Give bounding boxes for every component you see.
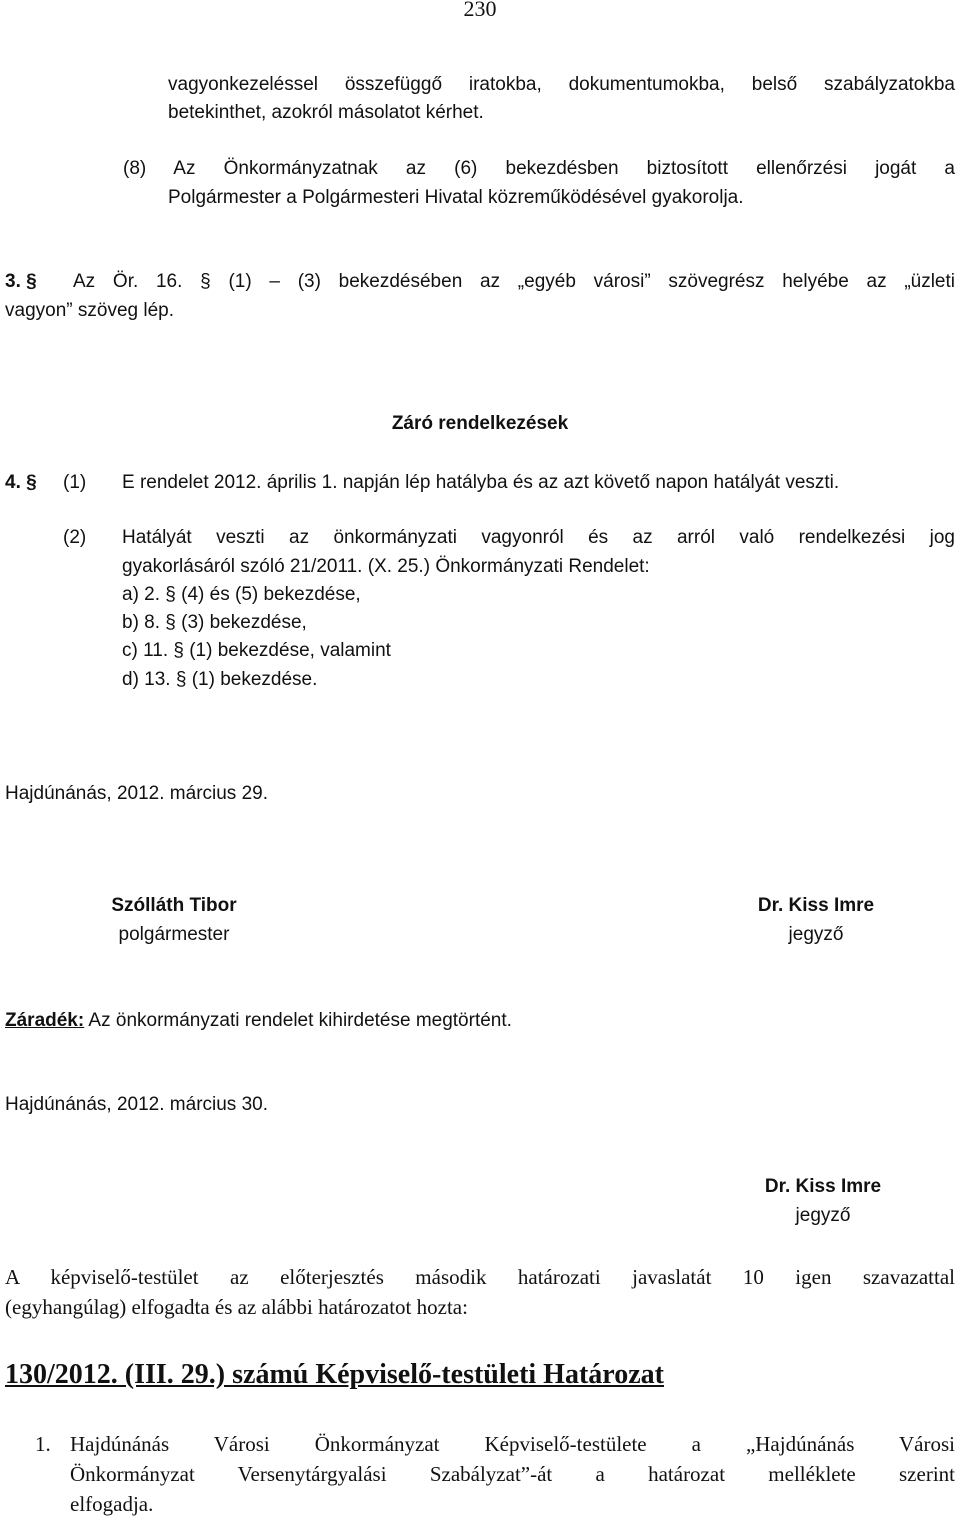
signer-name-right: Dr. Kiss Imre: [757, 895, 875, 916]
resolution-item-line: elfogadja.: [70, 1492, 154, 1516]
list-item: c) 11. § (1) bekezdése, valamint: [122, 640, 391, 661]
signer-title-left: polgármester: [118, 924, 230, 945]
paragraph-label: (1): [63, 472, 87, 493]
clause-text: Az önkormányzati rendelet kihirdetése megtörtént.: [84, 1010, 512, 1031]
resolution-item-line: Hajdúnánás Városi Önkormányzat Képviselő-testülete a „Hajdúnánás Városi: [70, 1432, 955, 1456]
section-heading: Záró rendelkezések: [391, 413, 569, 434]
date-line: Hajdúnánás, 2012. március 30.: [5, 1094, 268, 1115]
section-3-line: vagyon” szöveg lép.: [5, 300, 174, 321]
resolution-item-number: 1.: [35, 1432, 51, 1456]
vote-line: (egyhangúlag) elfogadta és az alábbi határozatot hozta:: [5, 1295, 468, 1319]
paragraph-8-line: Polgármester a Polgármesteri Hivatal közreműködésével gyakorolja.: [168, 187, 744, 208]
paragraph-text: gyakorlásáról szóló 21/2011. (X. 25.) Önkormányzati Rendelet:: [122, 556, 650, 577]
list-item: d) 13. § (1) bekezdése.: [122, 669, 318, 690]
signer-title-right: jegyző: [788, 924, 844, 945]
section-3-number: 3. §: [5, 271, 37, 292]
vote-line: A képviselő-testület az előterjesztés második határozati javaslatát 10 igen szavazattal: [5, 1265, 955, 1289]
resolution-item-line: Önkormányzat Versenytárgyalási Szabályzat”-át a határozat melléklete szerint: [70, 1462, 955, 1486]
signer-name-final: Dr. Kiss Imre: [764, 1176, 882, 1197]
clause-label: Záradék:: [5, 1010, 85, 1031]
paragraph-line: betekinthet, azokról másolatot kérhet.: [168, 102, 484, 123]
paragraph-8-line: (8) Az Önkormányzatnak az (6) bekezdésben biztosított ellenőrzési jogát a: [123, 158, 955, 179]
list-item: b) 8. § (3) bekezdése,: [122, 612, 307, 633]
page-number: 230: [463, 0, 497, 21]
section-3-line: Az Ör. 16. § (1) – (3) bekezdésében az „egyéb városi” szövegrész helyébe az „üzleti: [73, 271, 955, 292]
signer-title-final: jegyző: [795, 1205, 851, 1226]
paragraph-line: vagyonkezeléssel összefüggő iratokba, dokumentumokba, belső szabályzatokba: [168, 74, 955, 95]
resolution-title: 130/2012. (III. 29.) számú Képviselő-testületi Határozat: [5, 1359, 664, 1390]
date-line: Hajdúnánás, 2012. március 29.: [5, 783, 268, 804]
clause-line: [5, 1006, 955, 1035]
paragraph-label: (2): [63, 527, 87, 548]
paragraph-text: Hatályát veszti az önkormányzati vagyonról és az arról való rendelkezési jog: [122, 527, 955, 548]
list-item: a) 2. § (4) és (5) bekezdése,: [122, 584, 361, 605]
signer-name-left: Szólláth Tibor: [111, 895, 237, 916]
section-4-number: 4. §: [5, 472, 37, 493]
paragraph-text: E rendelet 2012. április 1. napján lép hatályba és az azt követő napon hatályát veszti.: [122, 472, 840, 493]
